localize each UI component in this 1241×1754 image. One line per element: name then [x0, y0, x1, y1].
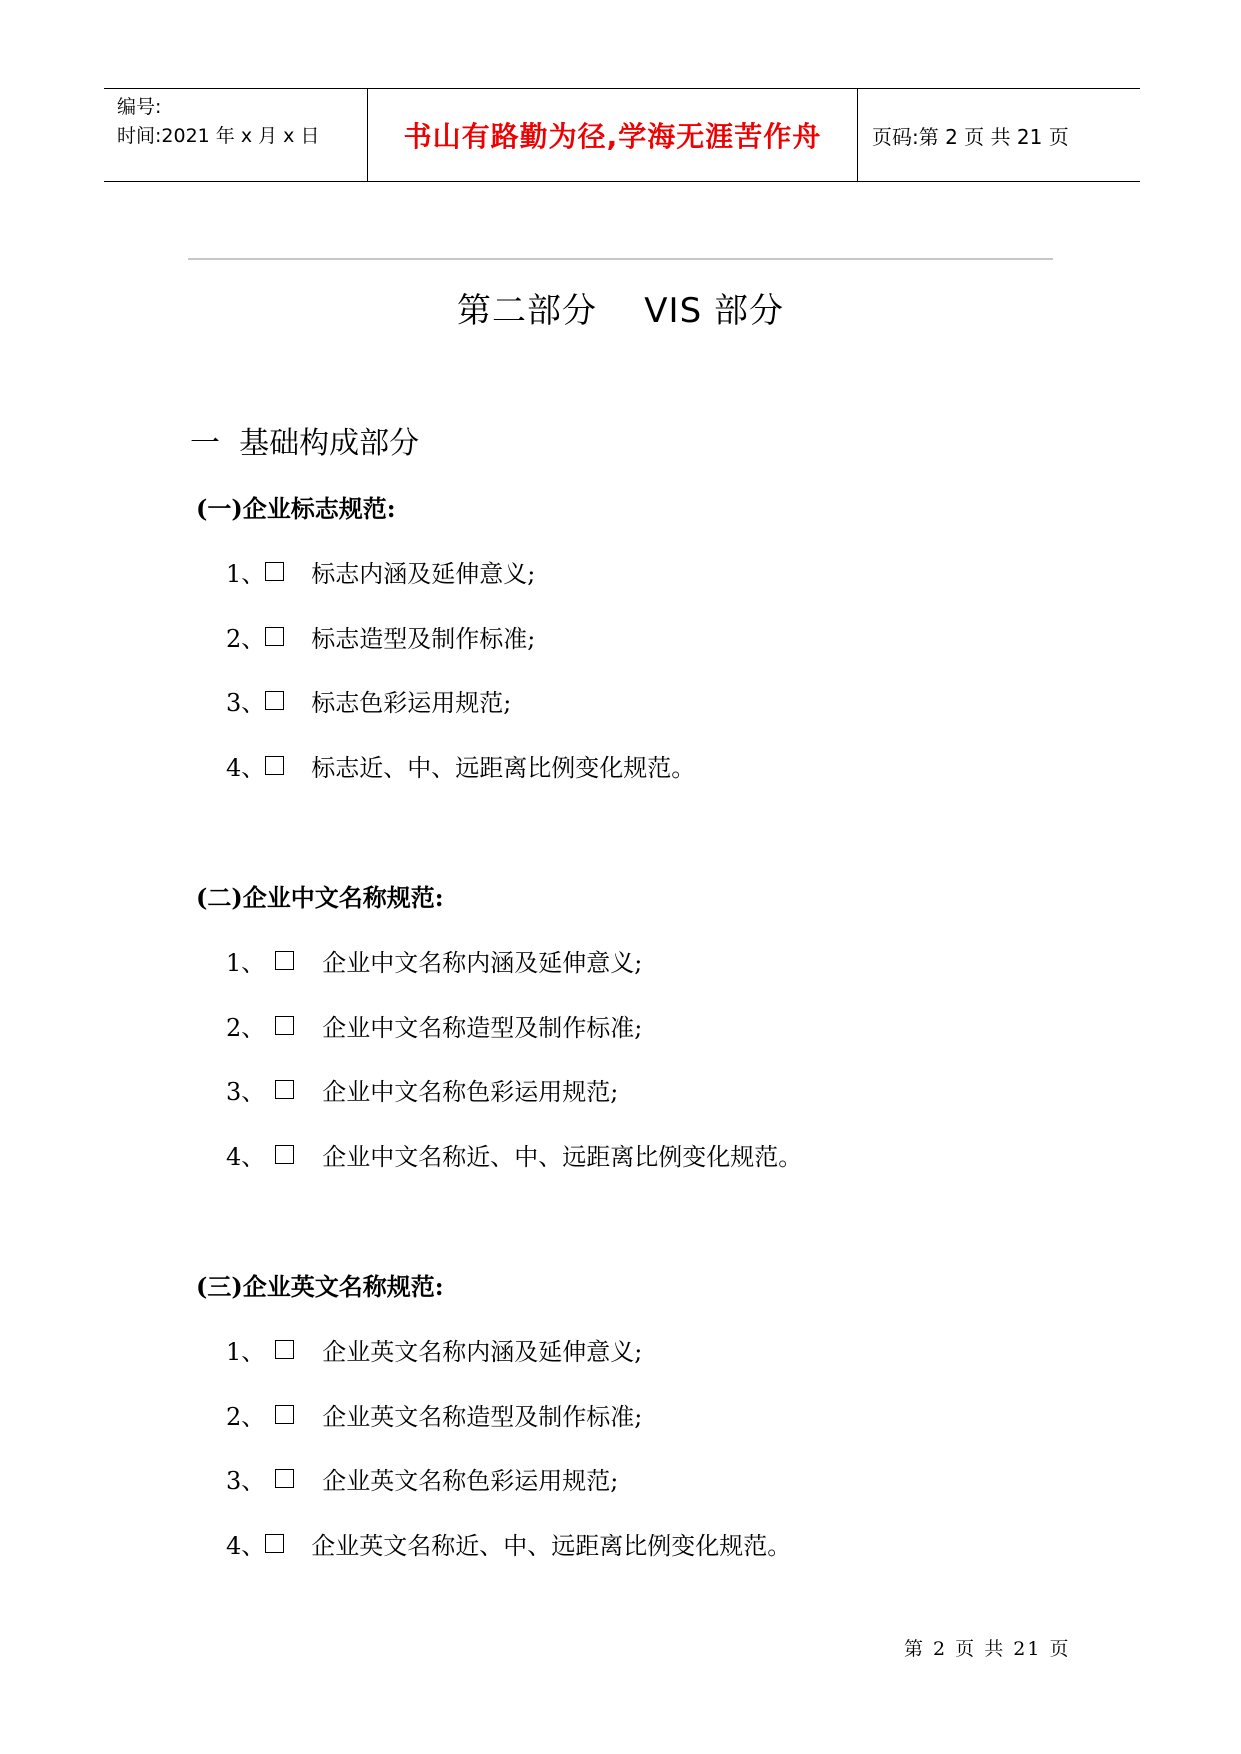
item-number: 1、 — [226, 949, 266, 977]
checkbox-icon — [275, 1080, 294, 1099]
list-item — [226, 619, 535, 654]
title-divider — [188, 258, 1053, 260]
item-text: 企业中文名称近、中、远距离比例变化规范。 — [322, 1143, 803, 1171]
item-text: 企业中文名称内涵及延伸意义; — [322, 949, 643, 977]
section-heading: 一 基础构成部分 — [190, 426, 420, 461]
header-motto: 书山有路勤为径,学海无涯苦作舟 — [368, 89, 858, 181]
item-number: 4、 — [226, 1143, 266, 1171]
checkbox-icon — [265, 562, 284, 581]
item-number: 3、 — [226, 689, 266, 717]
item-number: 2、 — [226, 1014, 266, 1042]
list-item — [226, 1397, 642, 1432]
item-text: 企业中文名称色彩运用规范; — [322, 1078, 619, 1106]
item-number: 4、 — [226, 1532, 266, 1560]
checkbox-icon — [265, 627, 284, 646]
item-number: 1、 — [226, 1338, 266, 1366]
header-meta — [104, 89, 368, 181]
checkbox-icon — [275, 1405, 294, 1424]
time-label: 时间:2021 年 x 月 x 日 — [117, 125, 320, 147]
list-item — [226, 683, 511, 718]
page-footer: 第 2 页 共 21 页 — [904, 1638, 1071, 1660]
list-item — [226, 1461, 618, 1496]
page-header — [104, 88, 1140, 182]
list-item — [226, 748, 695, 783]
list-item — [226, 1008, 642, 1043]
list-item — [226, 1137, 802, 1172]
list-item — [226, 1332, 642, 1367]
checkbox-icon — [275, 951, 294, 970]
item-number: 4、 — [226, 754, 266, 782]
group-heading-english-name: (三)企业英文名称规范: — [196, 1272, 444, 1301]
checkbox-icon — [265, 1534, 284, 1553]
item-number: 1、 — [226, 560, 266, 588]
checkbox-icon — [275, 1016, 294, 1035]
checkbox-icon — [275, 1340, 294, 1359]
page-title: 第二部分 VIS 部分 — [457, 291, 784, 331]
item-number: 3、 — [226, 1078, 266, 1106]
item-number: 2、 — [226, 625, 266, 653]
list-item — [226, 1072, 618, 1107]
item-text: 标志近、中、远距离比例变化规范。 — [311, 754, 696, 782]
item-text: 标志色彩运用规范; — [311, 689, 512, 717]
item-text: 企业英文名称色彩运用规范; — [322, 1467, 619, 1495]
list-item — [226, 943, 642, 978]
item-text: 企业英文名称内涵及延伸意义; — [322, 1338, 643, 1366]
item-text: 企业英文名称造型及制作标准; — [322, 1403, 643, 1431]
group-heading-logo: (一)企业标志规范: — [196, 494, 396, 523]
item-number: 2、 — [226, 1403, 266, 1431]
group-heading-chinese-name: (二)企业中文名称规范: — [196, 883, 444, 912]
item-text: 企业中文名称造型及制作标准; — [322, 1014, 643, 1042]
item-text: 标志造型及制作标准; — [311, 625, 536, 653]
checkbox-icon — [275, 1145, 294, 1164]
item-text: 标志内涵及延伸意义; — [311, 560, 536, 588]
list-item — [226, 554, 535, 589]
checkbox-icon — [265, 756, 284, 775]
list-item — [226, 1526, 791, 1561]
header-page-info: 页码:第 2 页 共 21 页 — [872, 124, 1069, 149]
item-text: 企业英文名称近、中、远距离比例变化规范。 — [311, 1532, 792, 1560]
item-number: 3、 — [226, 1467, 266, 1495]
checkbox-icon — [265, 691, 284, 710]
number-label: 编号: — [117, 96, 162, 118]
checkbox-icon — [275, 1469, 294, 1488]
